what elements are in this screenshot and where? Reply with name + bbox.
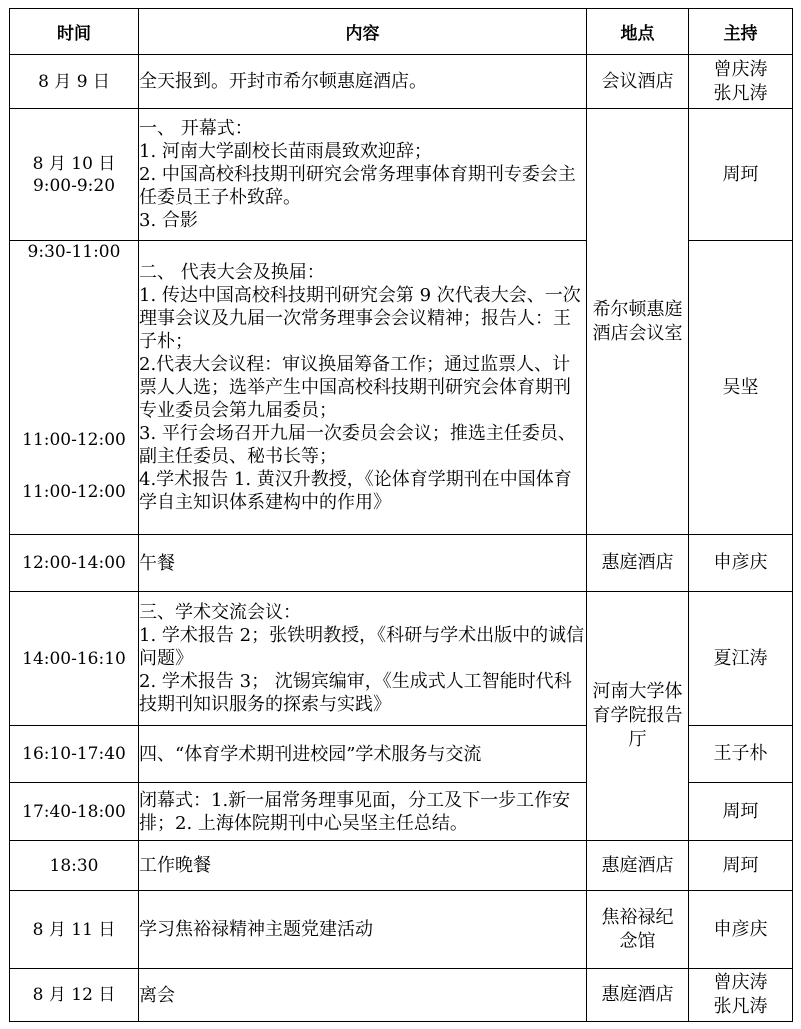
content-line: 2. 学术报告 3； 沈锡宾编审，《生成式人工智能时代科技期刊知识服务的探索与实践》 <box>139 671 572 715</box>
content-line: 3. 平行会场召开九届一次委员会会议；推选主任委员、副主任委员、秘书长等； <box>139 423 576 467</box>
schedule-table <box>9 8 793 1022</box>
content-line: 3. 合影 <box>139 210 198 231</box>
content-cell <box>139 969 587 1022</box>
content-cell <box>139 109 587 241</box>
time-cell: 8 月 12 日 <box>10 969 139 1022</box>
place-cell: 焦裕禄纪念馆 <box>587 891 689 969</box>
host-name: 曾庆涛 <box>713 58 768 80</box>
table-row <box>10 969 793 1022</box>
table-row <box>10 535 793 592</box>
host-cell <box>689 969 793 1022</box>
table-row <box>10 55 793 109</box>
host-cell <box>689 55 793 109</box>
content-line: 三、学术交流会议： <box>139 602 301 623</box>
content-line: 离会 <box>139 984 175 1006</box>
host-cell: 王子朴 <box>689 726 793 783</box>
time-cell: 16:10-17:40 <box>10 726 139 783</box>
content-line: 1. 学术报告 2；张铁明教授，《科研与学术出版中的诚信问题》 <box>139 625 585 669</box>
content-line: 1. 传达中国高校科技期刊研究会第 9 次代表大会、一次理事会议及九届一次常务理事会会议精神；报告人：王子朴； <box>139 285 581 352</box>
place-cell: 惠庭酒店 <box>587 535 689 592</box>
host-cell: 申彦庆 <box>689 891 793 969</box>
host-name: 张凡涛 <box>713 82 768 104</box>
table-row <box>10 109 793 241</box>
host-cell: 周珂 <box>689 783 793 841</box>
time-cell <box>10 241 139 535</box>
date-text: 8 月 10 日 <box>32 153 116 174</box>
place-cell-merged: 河南大学体育学院报告厅 <box>587 592 689 841</box>
content-line: 二、 代表大会及换届： <box>139 262 325 283</box>
content-line: 2. 中国高校科技期刊研究会常务理事体育期刊专委会主任委员王子朴致辞。 <box>139 164 576 208</box>
host-cell: 夏江涛 <box>689 592 793 726</box>
content-line: 学习焦裕禄精神主题党建活动 <box>139 919 373 940</box>
place-cell: 会议酒店 <box>587 55 689 109</box>
content-cell <box>139 55 587 109</box>
content-line: 闭幕式：1.新一届常务理事见面，分工及下一步工作安排；2. 上海体院期刊中心吴坚主任总结。 <box>139 789 571 834</box>
content-line: 午餐 <box>139 552 175 574</box>
content-cell <box>139 841 587 891</box>
content-line: 4.学术报告 1. 黄汉升教授，《论体育学期刊在中国体育学自主知识体系建构中的作用》 <box>139 469 572 513</box>
content-cell <box>139 592 587 726</box>
place-cell: 惠庭酒店 <box>587 841 689 891</box>
host-cell: 周珂 <box>689 841 793 891</box>
content-line: 全天报到。开封市希尔顿惠庭酒店。 <box>139 71 427 92</box>
place-cell: 惠庭酒店 <box>587 969 689 1022</box>
time-cell <box>10 109 139 241</box>
host-name: 张凡涛 <box>713 996 768 1017</box>
host-cell: 吴坚 <box>689 241 793 535</box>
header-row <box>10 9 793 55</box>
header-host: 主持 <box>689 9 793 55</box>
time-text: 11:00-12:00 <box>22 482 126 502</box>
content-line: 1. 河南大学副校长苗雨晨致欢迎辞； <box>139 141 432 162</box>
host-name: 曾庆涛 <box>713 972 768 993</box>
content-cell <box>139 891 587 969</box>
time-text: 9:00-9:20 <box>32 175 116 196</box>
content-cell <box>139 783 587 841</box>
content-cell <box>139 241 587 535</box>
content-cell <box>139 726 587 783</box>
header-content: 内容 <box>139 9 587 55</box>
header-time: 时间 <box>10 9 139 55</box>
content-line: 四、“体育学术期刊进校园”学术服务与交流 <box>139 743 482 765</box>
time-cell: 12:00-14:00 <box>10 535 139 592</box>
time-cell: 14:00-16:10 <box>10 592 139 726</box>
content-line: 一、 开幕式： <box>139 118 253 139</box>
content-line: 工作晚餐 <box>139 855 211 876</box>
time-cell: 18:30 <box>10 841 139 891</box>
content-line: 2.代表大会议程：审议换届筹备工作；通过监票人、计票人人选；选举产生中国高校科技期刊研究会体育期刊专业委员会第九届委员； <box>139 354 571 421</box>
table-row <box>10 841 793 891</box>
time-cell: 8 月 9 日 <box>10 55 139 109</box>
content-cell <box>139 535 587 592</box>
host-cell: 周珂 <box>689 109 793 241</box>
table-row <box>10 592 793 726</box>
table-row <box>10 891 793 969</box>
time-text: 9:30-11:00 <box>27 242 121 262</box>
time-cell: 17:40-18:00 <box>10 783 139 841</box>
place-cell-merged: 希尔顿惠庭酒店会议室 <box>587 109 689 535</box>
time-cell: 8 月 11 日 <box>10 891 139 969</box>
host-cell: 申彦庆 <box>689 535 793 592</box>
time-text: 11:00-12:00 <box>22 430 126 450</box>
header-place: 地点 <box>587 9 689 55</box>
